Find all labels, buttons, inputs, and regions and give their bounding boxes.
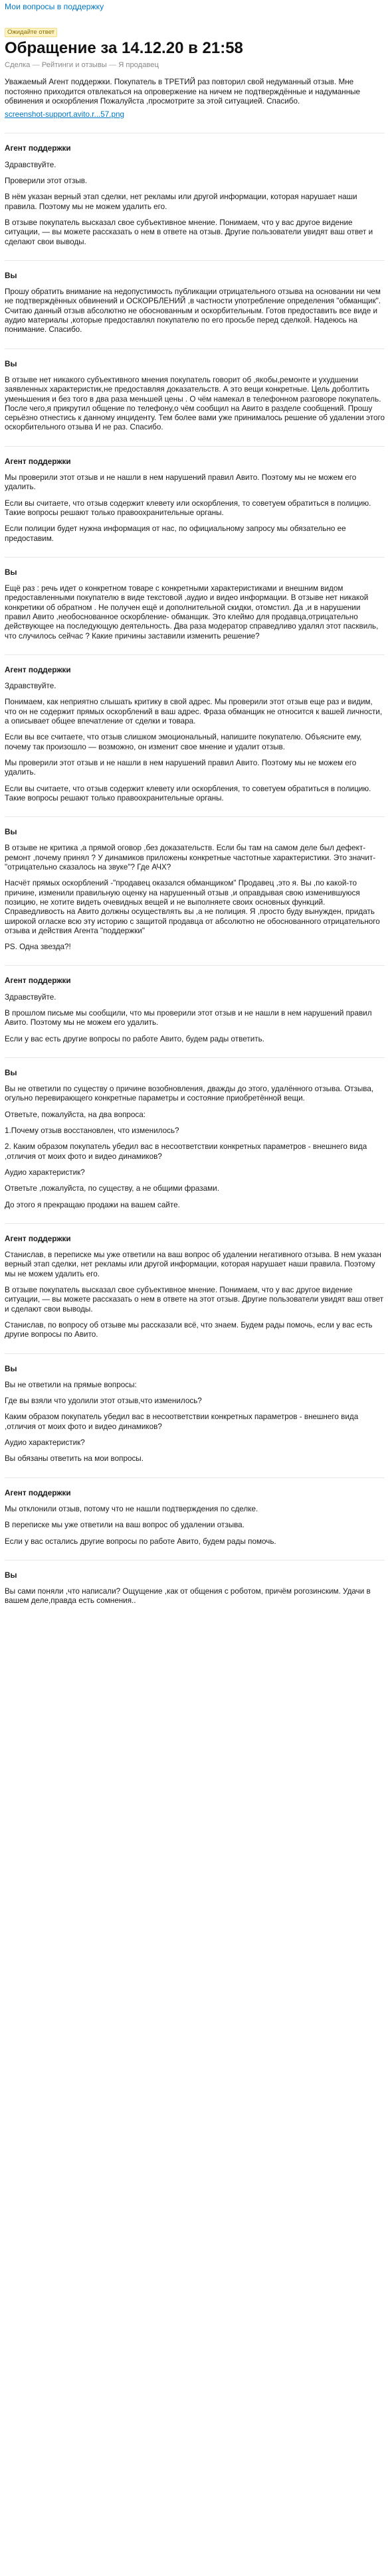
message-paragraph: Здравствуйте. bbox=[5, 992, 56, 1002]
message-paragraph: Станислав, по вопросу об отзыве мы рассказали всё, что знаем. Будем рады помочь, если у вас есть другие вопросы по Авито. bbox=[5, 1320, 373, 1339]
message-paragraph: Если у вас есть другие вопросы по работе Авито, будем рады ответить. bbox=[5, 1034, 264, 1043]
support-message bbox=[5, 457, 385, 544]
message-divider bbox=[5, 1057, 385, 1058]
message-paragraph: Каким образом покупатель убедил вас в несоответствии конкретных параметров - внешнего вида ,отличия от моих фото и видео динамиков? bbox=[5, 1412, 359, 1431]
attachment-link[interactable]: screenshot-support.avito.r...57.png bbox=[5, 110, 124, 119]
breadcrumb-item: Я продавец bbox=[118, 61, 159, 69]
message-paragraph: Аудио характеристик? bbox=[5, 1438, 85, 1448]
user-message bbox=[5, 1365, 385, 1464]
message-paragraph: Аудио характеристик? bbox=[5, 1168, 85, 1177]
breadcrumb-separator: — bbox=[108, 61, 117, 69]
message-author: Агент поддержки bbox=[5, 976, 71, 986]
message-author: Вы bbox=[5, 1364, 17, 1373]
message-paragraph: Мы проверили этот отзыв и не нашли в нем нарушений правил Авито. Поэтому мы не можем его удалить. bbox=[5, 473, 357, 492]
back-to-questions-link[interactable]: Мои вопросы в поддержку bbox=[5, 2, 104, 11]
message-paragraph: Где вы взяли что удолили этот отзыв,что изменилось? bbox=[5, 1397, 202, 1406]
message-author: Вы bbox=[5, 1570, 17, 1580]
top-bar bbox=[5, 0, 385, 13]
original-message bbox=[5, 78, 385, 119]
message-paragraph: Вы не ответили по существу о причине возобновления, дважды до этого, удалённого отзыва. Отзыва, огульно перевирающего конкретные параметры и состояние приобретённой вещи. bbox=[5, 1085, 374, 1103]
message-paragraph: Насчёт прямых оскорблений -"продавец оказался обманщиком" Продавец ,это я. Вы ,по какой-то причине, изменили правильную оценку на нарушенный отзыв ,и оправдывая свою изменившуюся позицию, не хотите видеть очевидных вещей и не выполняете своих основных функций. Справедливость на Авито должны осуществлять вы ,а не полиция. Я ,просто буду вынужден, придать широкой огласке всю эту историю с защитой продавца от абсолютно не обоснованного отрицательного отзыва и действия Агента "поддержки" bbox=[5, 879, 380, 935]
message-paragraph: Вы не ответили на прямые вопросы: bbox=[5, 1380, 137, 1389]
message-paragraph: Понимаем, как неприятно слышать критику в свой адрес. Мы проверили этот отзыв еще раз и видим, что он не содержит прямых оскорблений в ваш адрес. Фраза обманщик не относится к вашей личности, а описывает общее впечатление от сделки и товара. bbox=[5, 698, 383, 726]
breadcrumb-item: Рейтинги и отзывы bbox=[41, 61, 107, 69]
support-message bbox=[5, 144, 385, 246]
message-paragraph: В нём указан верный этап сделки, нет рекламы или другой информации, которая нарушает наши правила. Поэтому мы не можем удалить его. bbox=[5, 192, 357, 211]
message-paragraph: Если у вас остались другие вопросы по работе Авито, будем рады помочь. bbox=[5, 1537, 276, 1546]
message-paragraph: Вы обязаны ответить на мои вопросы. bbox=[5, 1454, 144, 1464]
message-author: Агент поддержки bbox=[5, 457, 71, 466]
user-message bbox=[5, 360, 385, 433]
message-paragraph: Прошу обратить внимание на недопустимость публикации отрицательного отзыва на основании ни чем не подтверждённых обвинений и ОСКОРБЛЕНИЙ ,в частности употребление определения "обманщик". Считаю данный отзыв абсолютно не обоснованным и оскорбительным. Готов предоставить все виде и аудио материалы ,которые предоставлял покупателю по его просьбе перед сделкой. Надеюсь на понимание. Спасибо. bbox=[5, 287, 381, 335]
message-author: Вы bbox=[5, 359, 17, 368]
message-paragraph: Станислав, в переписке мы уже ответили на ваш вопрос об удалении негативного отзыва. В нем указан верный этап сделки, нет рекламы или другой информации, которая нарушает наши правила. Поэтому мы не можем удалить его. bbox=[5, 1250, 381, 1278]
support-message bbox=[5, 1235, 385, 1340]
message-divider bbox=[5, 1477, 385, 1478]
user-message bbox=[5, 271, 385, 335]
message-paragraph: Ответьте, пожалуйста, на два вопроса: bbox=[5, 1110, 146, 1119]
message-divider bbox=[5, 348, 385, 349]
message-divider bbox=[5, 965, 385, 966]
message-author: Агент поддержки bbox=[5, 1234, 71, 1243]
message-paragraph: Ещё раз : речь идет о конкретном товаре с конкретными характеристиками и внешним видом предоставленными покупателю в виде текстовой ,аудио и видео информации. В отзыве нет никакой конкретики об обратном . Не получен ещё и дополнительной скидки, отомстил. Да ,и в нарушении правил Авито ,необоснованное оскорбление- обманщик. Это клеймо для продавца,отрицательно действующее на последующую деятельность. Два раза модератор справедливо удалял этот пасквиль, что случилось сейчас ? Какие причины заставили изменить решение? bbox=[5, 584, 379, 641]
message-divider bbox=[5, 816, 385, 817]
message-paragraph: Мы отклонили отзыв, потому что не нашли подтверждения по сделке. bbox=[5, 1504, 258, 1513]
breadcrumb bbox=[5, 60, 385, 70]
user-message bbox=[5, 1571, 385, 1606]
message-paragraph: Если вы считаете, что отзыв содержит клевету или оскорбления, то советуем обратиться в полицию. Такие вопросы решают только правоохранительные органы. bbox=[5, 498, 371, 517]
message-paragraph: 2. Каким образом покупатель убедил вас в несоответствии конкретных параметров - внешнего вида ,отличия от моих фото и видео динамиков? bbox=[5, 1142, 367, 1161]
ticket-header bbox=[5, 13, 385, 70]
message-paragraph: В отзыве не критика ,а прямой оговор ,без доказательств. Если бы там на самом деле был дефект- ремонт ,почему принял ? У динамиков приложены конкретные частотные характеристики. Это значит-"отрицательно сказалось на звуке"? Где АЧХ? bbox=[5, 844, 376, 872]
message-divider bbox=[5, 260, 385, 261]
message-paragraph: Если полиции будет нужна информация от нас, по официальному запросу мы обязательно ее предоставим. bbox=[5, 524, 346, 543]
breadcrumb-item: Сделка bbox=[5, 61, 31, 69]
message-divider bbox=[5, 654, 385, 655]
message-paragraph: PS. Одна звезда?! bbox=[5, 943, 71, 952]
message-paragraph: Ответьте ,пожалуйста, по существу, а не общими фразами. bbox=[5, 1184, 219, 1193]
message-paragraph: Здравствуйте. bbox=[5, 160, 56, 169]
message-divider bbox=[5, 557, 385, 558]
message-paragraph: Мы проверили этот отзыв и не нашли в нем нарушений правил Авито. Поэтому мы не можем его удалить. bbox=[5, 758, 357, 777]
message-author: Вы bbox=[5, 271, 17, 280]
message-divider bbox=[5, 446, 385, 447]
page-title: Обращение за 14.12.20 в 21:58 bbox=[5, 39, 243, 57]
message-paragraph: Если вы все считаете, что отзыв слишком эмоциональный, напишите покупателю. Объясните ему, почему так произошло — возможно, он изменит свое мнение и удалит отзыв. bbox=[5, 733, 362, 751]
support-message bbox=[5, 666, 385, 803]
status-badge: Ожидайте ответ bbox=[5, 28, 57, 37]
message-paragraph: Вы сами поняли ,что написали? Ощущение ,как от общения с роботом, причём рогозинским. Удачи в вашем деле,правда есть сомнения.. bbox=[5, 1587, 371, 1606]
message-author: Агент поддержки bbox=[5, 665, 71, 674]
message-author: Агент поддержки bbox=[5, 144, 71, 153]
message-paragraph: До этого я прекращаю продажи на вашем сайте. bbox=[5, 1200, 180, 1209]
message-paragraph: В отзыве покупатель высказал свое субъективное мнение. Понимаем, что у вас другое видение ситуации, — вы можете рассказать о нем в ответе на этот отзыв. Другие пользователи увидят ваш ответ и сделают свои выводы. bbox=[5, 1286, 384, 1314]
support-message bbox=[5, 976, 385, 1043]
message-paragraph: В отзыве покупатель высказал свое субъективное мнение. Понимаем, что у вас другое видение ситуации, — вы можете рассказать о нем в ответе на отзыв. Другие пользователи увидят ваш ответ и сделают свои выводы. bbox=[5, 218, 373, 246]
message-author: Вы bbox=[5, 1068, 17, 1077]
user-message bbox=[5, 828, 385, 952]
message-paragraph: 1.Почему отзыв восстановлен, что изменилось? bbox=[5, 1126, 179, 1136]
message-author: Агент поддержки bbox=[5, 1488, 71, 1497]
message-paragraph: Проверили этот отзыв. bbox=[5, 177, 88, 186]
message-divider bbox=[5, 1223, 385, 1224]
message-paragraph: Здравствуйте. bbox=[5, 682, 56, 691]
message-paragraph: В переписке мы уже ответили на ваш вопрос об удалении отзыва. bbox=[5, 1521, 244, 1530]
support-message bbox=[5, 1489, 385, 1547]
message-author: Вы bbox=[5, 828, 17, 837]
message-divider bbox=[5, 1353, 385, 1354]
message-author: Вы bbox=[5, 568, 17, 577]
conversation-thread bbox=[5, 133, 385, 1606]
message-paragraph: В прошлом письме мы сообщили, что мы проверили этот отзыв и не нашли в нем нарушений правил Авито. Поэтому мы не можем его удалить. bbox=[5, 1009, 372, 1027]
message-text: Уважаемый Агент поддержки. Покупатель в ТРЕТИЙ раз повторил свой недуманный отзыв. Мне постоянно приходится отвлекаться на опровержение на ничем не подтверждённые и надуманные обвинения и оскорбления Пожалуйста ,просмотрите за этой ситуацией. Спасибо. bbox=[5, 78, 361, 106]
message-paragraph: Если вы считаете, что отзыв содержит клевету или оскорбления, то советуем обратиться в полицию. Такие вопросы решают только правоохранительные органы. bbox=[5, 784, 371, 802]
user-message bbox=[5, 1069, 385, 1210]
breadcrumb-separator: — bbox=[32, 61, 40, 69]
message-paragraph: В отзыве нет никакого субъективного мнения покупатель говорит об ,якобы,ремонте и ухудшении заявленных характеристик,не предоставляя доказательств. А это вещи конкретные. Цель доболтить уменьшения и без того в два раза меньшей цены . О чём намекал в телефонном разговоре покупатель. После чего,я прикрутил общение по телефону,о чём сообщил на Авито в разделе сообщений. Прошу серьёзно отнестись к данному инциденту. Тем более вами уже принималось решение об удалении этого оскорбительного отзыва И не раз. Спасибо. bbox=[5, 375, 385, 432]
user-message bbox=[5, 568, 385, 641]
